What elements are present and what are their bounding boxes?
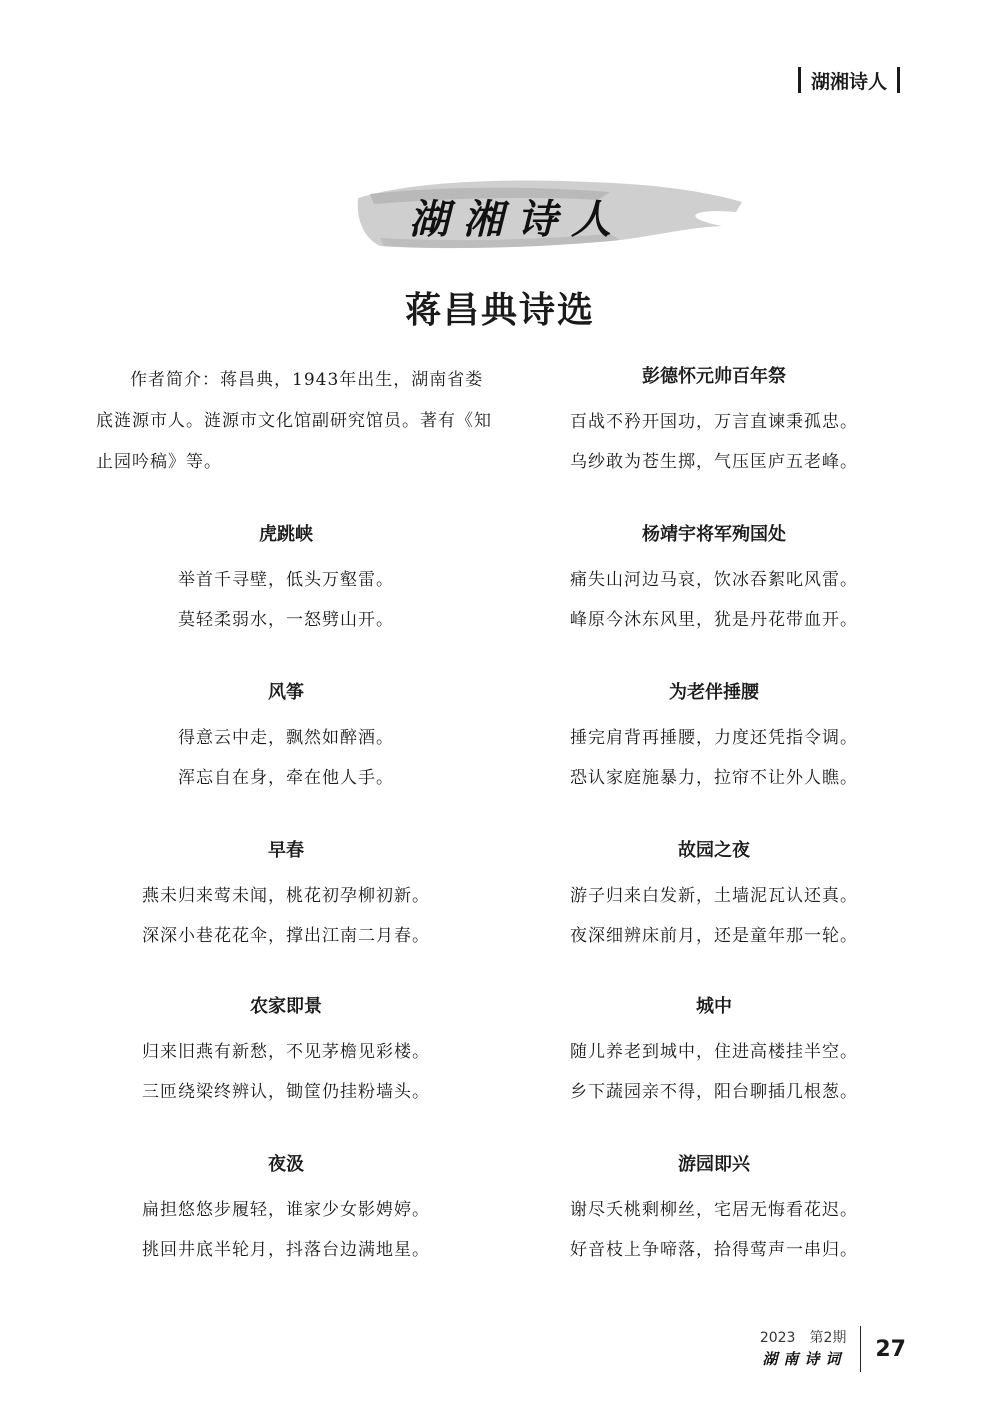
poem-line: 峰原今沐东风里，犹是丹花带血开。 — [570, 610, 858, 630]
poem-line: 三匝绕梁终辨认，锄筐仍挂粉墙头。 — [142, 1082, 430, 1102]
poem-line: 得意云中走，飘然如醉酒。 — [178, 728, 394, 748]
intro-line: 著有《知止园吟稿》等。 — [96, 411, 492, 472]
footer-divider — [860, 1326, 861, 1372]
poem — [96, 680, 476, 798]
poem-line: 浑忘自在身，牵在他人手。 — [178, 768, 394, 788]
intro-line: 省娄底涟源市人。涟源市文化馆副研究馆员。 — [96, 370, 484, 431]
poem — [96, 522, 476, 640]
poem-title: 游园即兴 — [678, 1154, 750, 1175]
poem-line: 挑回井底半轮月，抖落台边满地星。 — [142, 1240, 430, 1260]
tag-bar-right — [897, 67, 900, 93]
poem-line: 百战不矜开国功，万言直谏秉孤忠。 — [570, 412, 858, 432]
poem-line: 痛失山河边马哀，饮冰吞絮叱风雷。 — [570, 570, 858, 590]
author-intro — [96, 360, 496, 483]
poem-line: 乌纱敢为苍生掷，气压匡庐五老峰。 — [570, 452, 858, 472]
poem-line: 深深小巷花花伞，撑出江南二月春。 — [142, 926, 430, 946]
poem-line: 夜深细辨床前月，还是童年那一轮。 — [570, 926, 858, 946]
poem-line: 扁担悠悠步履轻，谁家少女影娉婷。 — [142, 1200, 430, 1220]
intro-text — [96, 360, 496, 483]
poem — [524, 680, 904, 798]
poem-line: 燕未归来莺未闻，桃花初孕柳初新。 — [142, 886, 430, 906]
poem-title: 杨靖宇将军殉国处 — [642, 524, 786, 545]
poem — [96, 994, 476, 1112]
poem-line: 莫轻柔弱水，一怒劈山开。 — [178, 610, 394, 630]
poem-line: 乡下蔬园亲不得，阳台聊插几根葱。 — [570, 1082, 858, 1102]
poem-line: 归来旧燕有新愁，不见茅檐见彩楼。 — [142, 1042, 430, 1062]
poem-title: 故园之夜 — [678, 840, 750, 861]
poem-title: 虎跳峡 — [259, 524, 313, 545]
page-footer — [760, 1326, 906, 1372]
page-title: 蒋昌典诗选 — [404, 290, 595, 331]
page-number: 27 — [875, 1336, 906, 1362]
section-tag — [798, 62, 900, 98]
poem-title: 早春 — [268, 840, 304, 861]
poem-title: 为老伴捶腰 — [669, 682, 759, 703]
section-tag-label: 湖湘诗人 — [810, 70, 887, 93]
poem — [524, 994, 904, 1112]
magazine-name: 湖南诗词 — [762, 1350, 847, 1368]
poem-line: 随儿养老到城中，住进高楼挂半空。 — [570, 1042, 858, 1062]
poem-line: 谢尽夭桃剩柳丝，宅居无悔看花迟。 — [570, 1200, 858, 1220]
poem — [524, 1152, 904, 1270]
poem-line: 捶完肩背再捶腰，力度还凭指令调。 — [570, 728, 858, 748]
poem — [524, 522, 904, 640]
poem-line: 游子归来白发新，土墙泥瓦认还真。 — [570, 886, 858, 906]
poem-line: 好音枝上争啼落，拾得莺声一串归。 — [570, 1240, 858, 1260]
issue-label: 2023 第2期 — [759, 1330, 847, 1346]
poem-title: 夜汲 — [268, 1154, 304, 1175]
poem — [524, 838, 904, 956]
poem-line: 举首千寻壁，低头万壑雷。 — [178, 570, 394, 590]
tag-bar-left — [798, 67, 801, 93]
footer-meta — [760, 1328, 847, 1370]
poem-title: 城中 — [696, 996, 732, 1017]
poem-title: 风筝 — [268, 682, 304, 703]
poem — [96, 838, 476, 956]
poem-line: 恐认家庭施暴力，拉帘不让外人瞧。 — [570, 768, 858, 788]
banner-title: 湖湘诗人 — [409, 196, 625, 243]
poem-title: 彭德怀元帅百年祭 — [642, 366, 786, 387]
poem — [524, 364, 904, 482]
column-banner — [350, 168, 750, 264]
poem — [96, 1152, 476, 1270]
intro-line: 作者简介：蒋昌典，1943年出生，湖南 — [130, 370, 448, 390]
poem-title: 农家即景 — [250, 996, 322, 1017]
